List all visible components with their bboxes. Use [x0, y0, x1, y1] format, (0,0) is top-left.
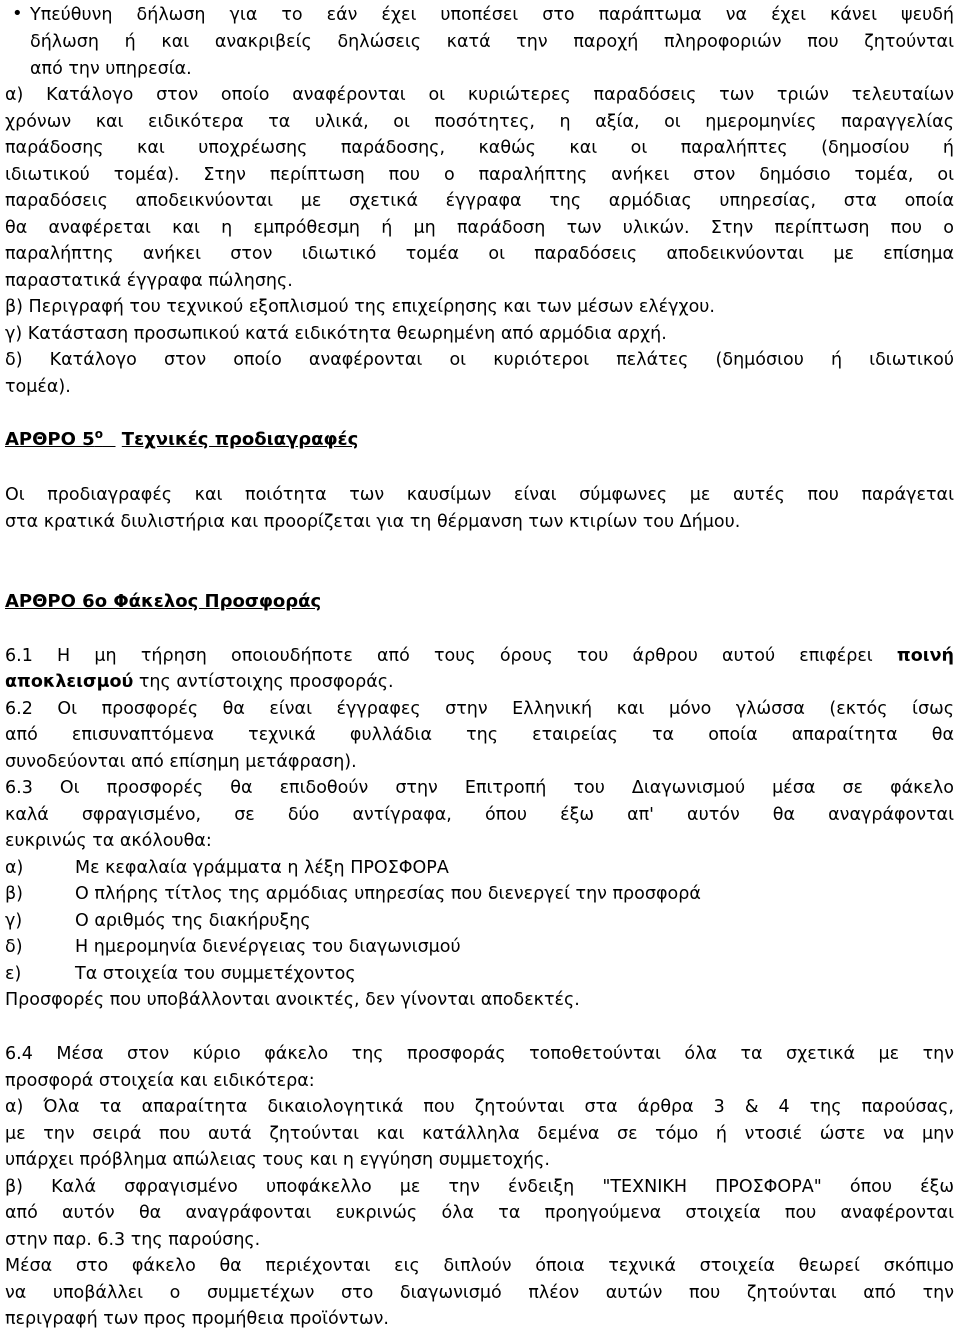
- article-5-prefix: ΑΡΘΡΟ 5: [5, 429, 95, 450]
- p61-text: 6.1 Η μη τήρηση οποιουδήποτε από τους όρους του άρθρου αυτού επιφέρει: [5, 646, 873, 666]
- paragraph-line: παραλήπτης ανήκει στον ιδιωτικό τομέα οι παραδόσεις αποδεικνύονται με επίσημα: [5, 244, 954, 264]
- bullet-marker: •: [12, 3, 23, 24]
- paragraph-line: Προσφορές που υποβάλλονται ανοικτές, δεν γίνονται αποδεκτές.: [5, 990, 580, 1010]
- list-marker: δ): [5, 937, 23, 957]
- paragraph-line: 6.4 Μέσα στον κύριο φάκελο της προσφοράς τοποθετούνται όλα τα σχετικά με την: [5, 1044, 954, 1064]
- paragraph-line: παραδόσεις αποδεικνύονται με σχετικά έγγραφα της αρμόδιας υπηρεσίας, στα οποία: [5, 191, 954, 211]
- paragraph-line: [5, 669, 394, 696]
- list-marker: γ): [5, 911, 23, 931]
- paragraph-line: 6.3 Οι προσφορές θα επιδοθούν στην Επιτροπή του Διαγωνισμού μέσα σε φάκελο: [5, 778, 954, 798]
- paragraph-line: δ) Κατάλογο στον οποίο αναφέρονται οι κυριότεροι πελάτες (δημόσιου ή ιδιωτικού: [5, 350, 954, 370]
- list-text: Με κεφαλαία γράμματα η λέξη ΠΡΟΣΦΟΡΑ: [75, 858, 449, 878]
- list-text: Ο πλήρης τίτλος της αρμόδιας υπηρεσίας που διενεργεί την προσφορά: [75, 884, 701, 904]
- paragraph-line: Μέσα στο φάκελο θα περιέχονται εις διπλούν όποια τεχνικά στοιχεία θεωρεί σκόπιμο: [5, 1256, 954, 1276]
- list-item: [5, 934, 461, 961]
- paragraph-line: παράδοσης και υποχρέωσης παράδοσης, καθώς και οι παραλήπτες (δημοσίου ή: [5, 138, 954, 158]
- list-marker: α): [5, 858, 24, 878]
- list-text: Η ημερομηνία διενέργειας του διαγωνισμού: [75, 937, 461, 957]
- article-5-heading: [5, 427, 358, 454]
- article-6-heading: ΑΡΘΡΟ 6ο Φάκελος Προσφοράς: [5, 591, 322, 612]
- paragraph-line: θα αναφέρεται και η εμπρόθεσμη ή μη παράδοση των υλικών. Στην περίπτωση που ο: [5, 218, 954, 238]
- paragraph-line: ιδιωτικού τομέα). Στην περίπτωση που ο παραλήπτης ανήκει στον δημόσιο τομέα, οι: [5, 165, 954, 185]
- article-5-title-wrap: [116, 427, 359, 454]
- list-marker: ε): [5, 964, 22, 984]
- paragraph-line: υπάρχει πρόβλημα απώλειας τους και η εγγύηση συμμετοχής.: [5, 1150, 550, 1170]
- paragraph-line: β) Καλά σφραγισμένο υποφάκελλο με την ένδειξη "ΤΕΧΝΙΚΗ ΠΡΟΣΦΟΡΑ" όπου έξω: [5, 1177, 954, 1197]
- paragraph-line: περιγραφή των προς προμήθεια προϊόντων.: [5, 1309, 389, 1329]
- paragraph-line: παραστατικά έγγραφα πώλησης.: [5, 271, 293, 291]
- paragraph-line: από επισυναπτόμενα τεχνικά φυλλάδια της εταιρείας τα οποία απαραίτητα θα: [5, 725, 954, 745]
- paragraph-line: β) Περιγραφή του τεχνικού εξοπλισμού της επιχείρησης και των μέσων ελέγχου.: [5, 297, 715, 317]
- bullet-line: Υπεύθυνη δήλωση για το εάν έχει υποπέσει στο παράπτωμα να έχει κάνει ψευδή: [30, 5, 954, 25]
- article-5-title: Τεχνικές προδιαγραφές: [121, 429, 359, 450]
- paragraph-line: στα κρατικά διυλιστήρια και προορίζεται για τη θέρμανση των κτιρίων του Δήμου.: [5, 512, 741, 532]
- list-item: [5, 908, 311, 935]
- list-item: [5, 881, 701, 908]
- paragraph-line: α) Κατάλογο στον οποίο αναφέρονται οι κυριώτερες παραδόσεις των τριών τελευταίων: [5, 85, 954, 105]
- paragraph-line: [5, 643, 954, 670]
- paragraph-line: συνοδεύονται από επίσημη μετάφραση).: [5, 752, 357, 772]
- paragraph-line: ευκρινώς τα ακόλουθα:: [5, 831, 212, 851]
- paragraph-line: στην παρ. 6.3 της παρούσης.: [5, 1230, 261, 1250]
- paragraph-line: 6.2 Οι προσφορές θα είναι έγγραφες στην Ελληνική και μόνο γλώσσα (εκτός ίσως: [5, 699, 954, 719]
- p61-text-2: της αντίστοιχης προσφοράς.: [133, 672, 394, 692]
- list-marker: β): [5, 884, 23, 904]
- list-text: Ο αριθμός της διακήρυξης: [75, 911, 311, 931]
- paragraph-line: καλά σφραγισμένο, σε δύο αντίγραφα, όπου έξω απ' αυτόν θα αναγράφονται: [5, 805, 954, 825]
- paragraph-line: τομέα).: [5, 377, 71, 397]
- list-item: [5, 961, 356, 988]
- paragraph-line: Οι προδιαγραφές και ποιότητα των καυσίμων είναι σύμφωνες με αυτές που παράγεται: [5, 485, 954, 505]
- paragraph-line: να υποβάλλει ο συμμετέχων στο διαγωνισμό πλέον αυτών που ζητούνται από την: [5, 1283, 954, 1303]
- paragraph-line: γ) Κατάσταση προσωπικού κατά ειδικότητα θεωρημένη από αρμόδια αρχή.: [5, 324, 667, 344]
- paragraph-line: χρόνων και ειδικότερα τα υλικά, οι ποσότητες, η αξία, οι ημερομηνίες παραγγελίας: [5, 112, 954, 132]
- p61-bold-2: αποκλεισμού: [5, 672, 134, 692]
- paragraph-line: α) Όλα τα απαραίτητα δικαιολογητικά που ζητούνται στα άρθρα 3 & 4 της παρούσας,: [5, 1097, 954, 1117]
- bullet-line: από την υπηρεσία.: [30, 59, 192, 79]
- p61-bold: ποινή: [896, 646, 954, 666]
- list-text: Τα στοιχεία του συμμετέχοντος: [75, 964, 356, 984]
- article-5-spacer: [103, 429, 116, 450]
- paragraph-line: με την σειρά που αυτά ζητούνται και κατάλληλα δεμένα σε τόμο ή ντοσιέ ώστε να μην: [5, 1124, 954, 1144]
- paragraph-line: από αυτόν θα αναγράφονται ευκρινώς όλα τα προηγούμενα στοιχεία που αναφέρονται: [5, 1203, 954, 1223]
- article-5-ordinal: ο: [94, 427, 103, 441]
- list-item: [5, 855, 449, 882]
- paragraph-line: προσφορά στοιχεία και ειδικότερα:: [5, 1071, 315, 1091]
- bullet-line: δήλωση ή και ανακριβείς δηλώσεις κατά την παροχή πληροφοριών που ζητούνται: [30, 32, 954, 52]
